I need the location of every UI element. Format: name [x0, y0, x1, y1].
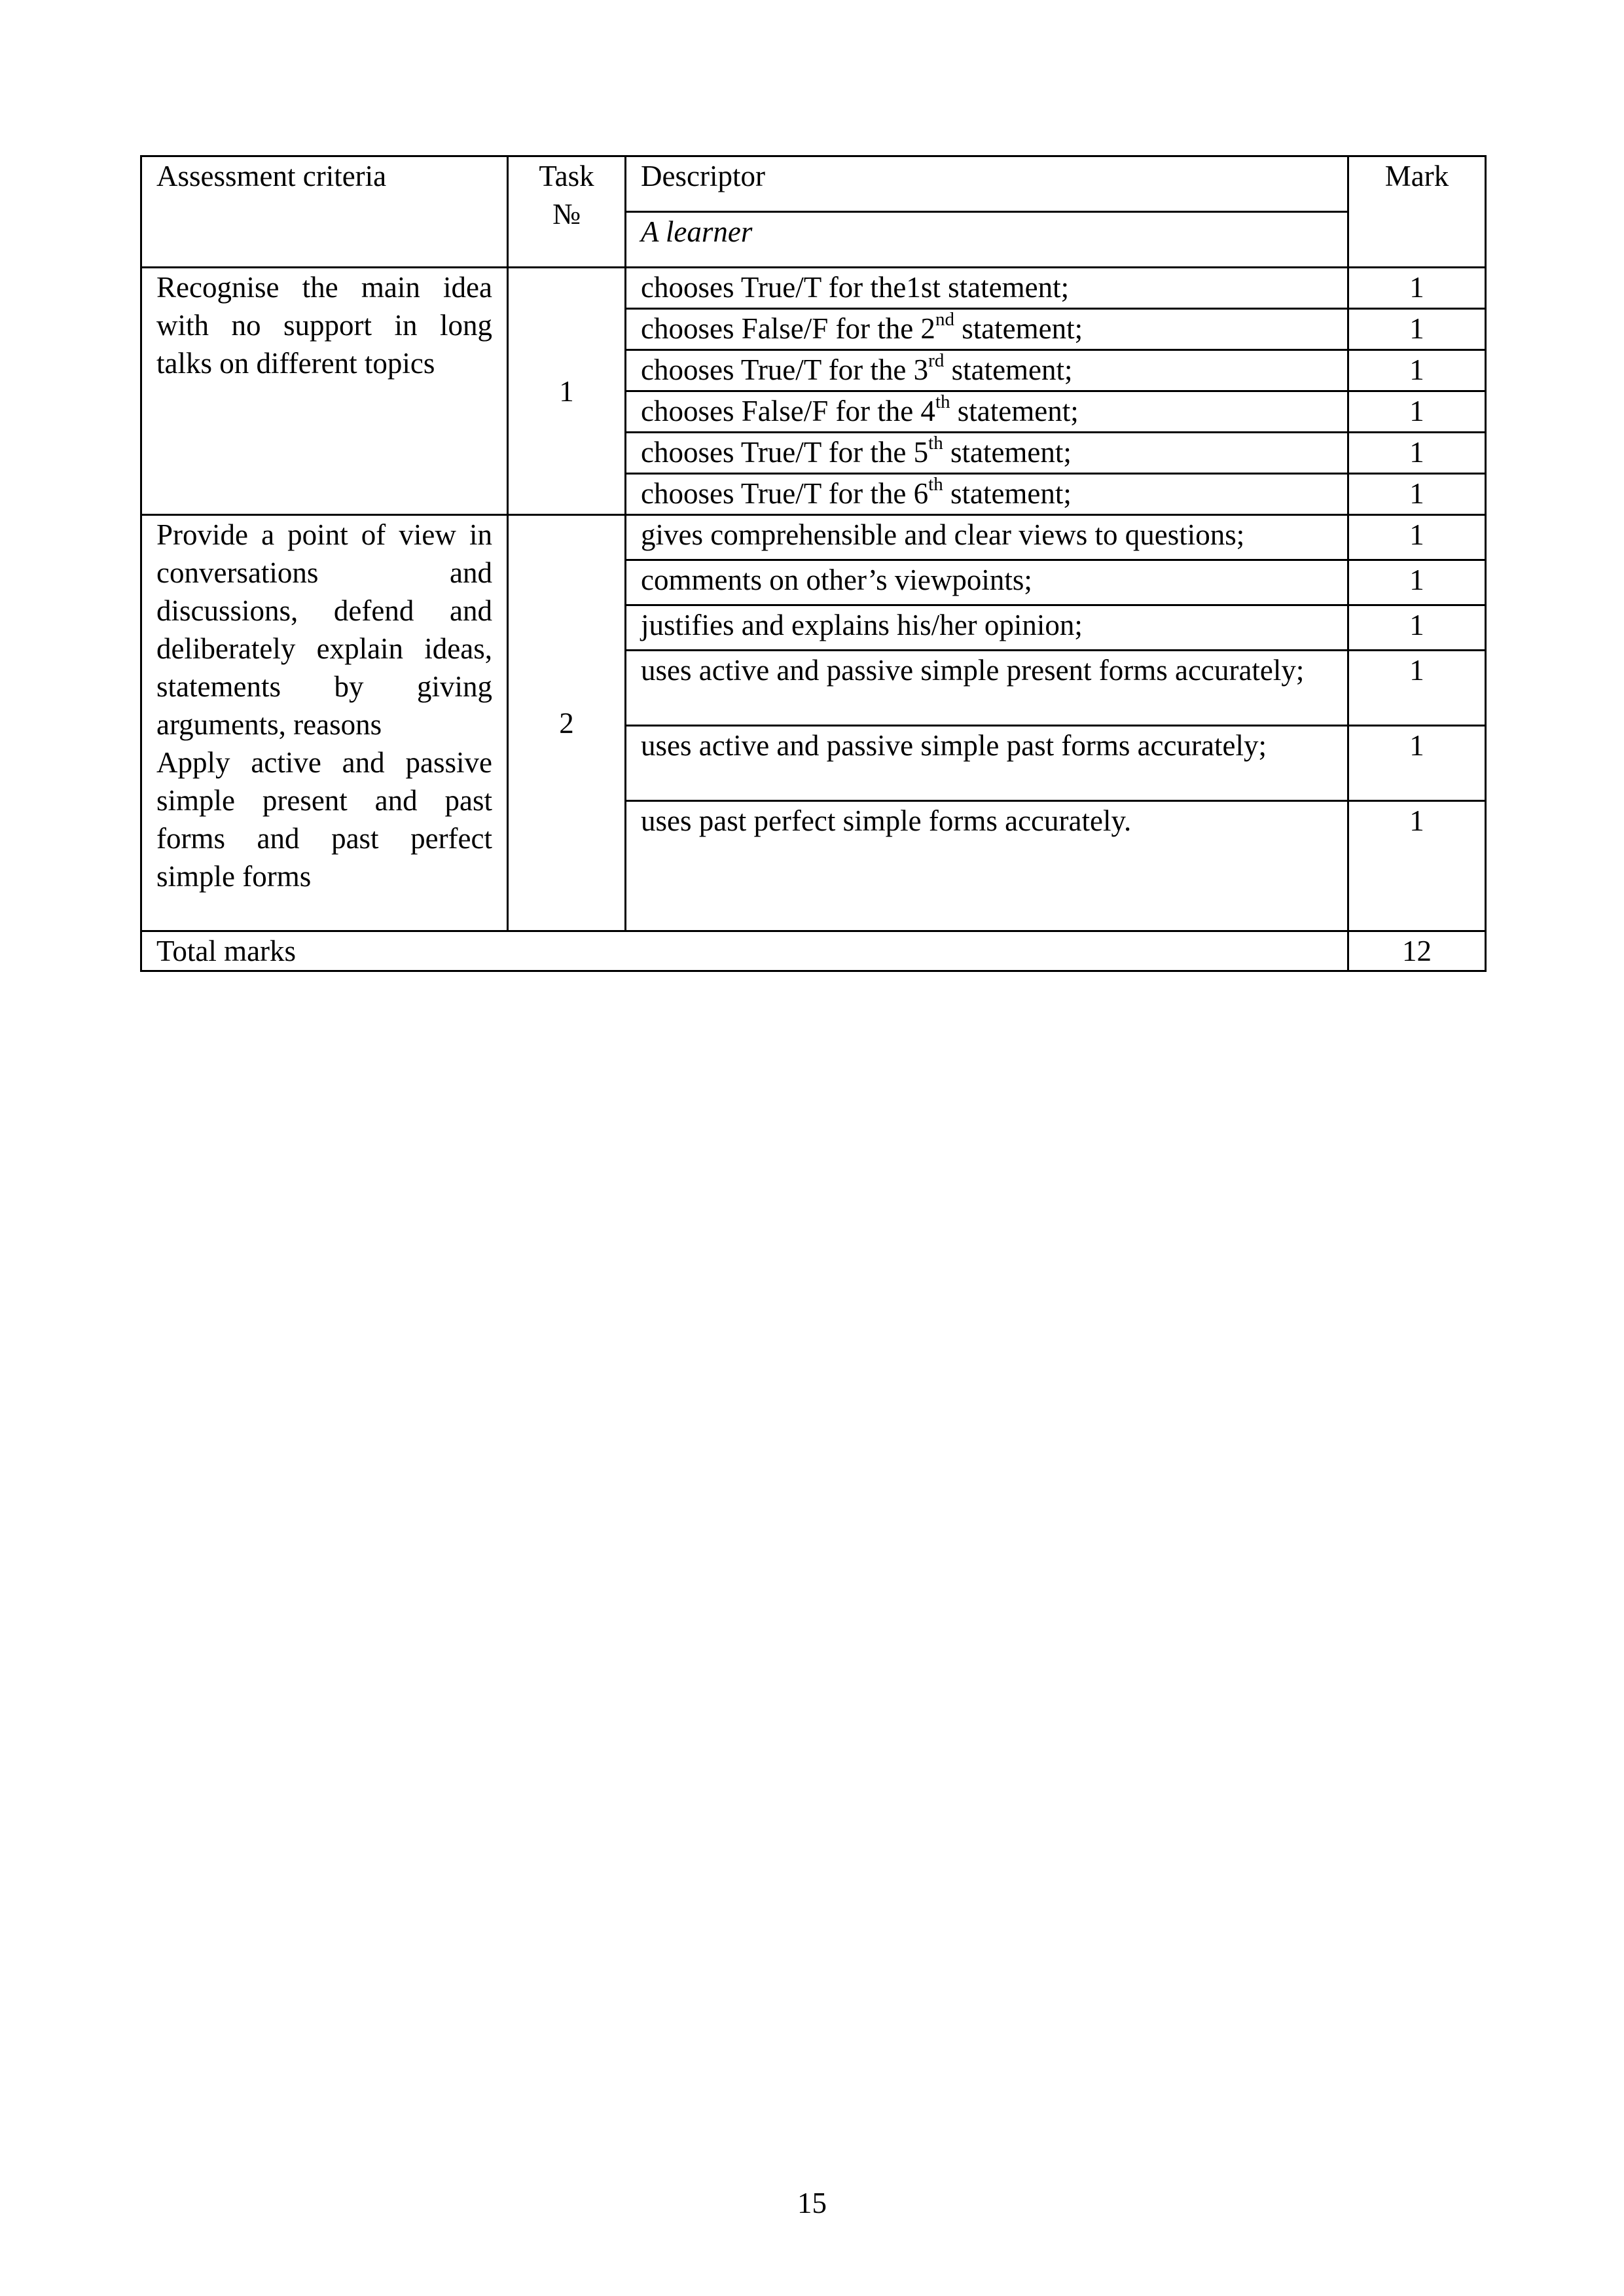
descriptor-cell: gives comprehensible and clear views to questions; [626, 515, 1348, 560]
ordinal-suffix: th [928, 474, 943, 495]
descriptor-text: chooses True/T for the1st statement; [641, 271, 1070, 304]
descriptor-cell [626, 350, 1348, 391]
descriptor-text: chooses False/F for the 4 [641, 395, 935, 427]
assessment-rubric-table [140, 155, 1487, 972]
descriptor-cell [626, 391, 1348, 433]
table-row [141, 515, 1486, 560]
descriptor-text: chooses True/T for the 5 [641, 436, 929, 469]
mark-cell: 1 [1348, 391, 1486, 433]
descriptor-text: chooses True/T for the 6 [641, 477, 929, 510]
descriptor-text: statement; [950, 395, 1079, 427]
total-marks-label: Total marks [141, 931, 1348, 971]
descriptor-text: statement; [943, 436, 1072, 469]
mark-cell: 1 [1348, 515, 1486, 560]
mark-cell: 1 [1348, 350, 1486, 391]
descriptor-cell: uses past perfect simple forms accurately. [626, 801, 1348, 931]
mark-cell: 1 [1348, 801, 1486, 931]
descriptor-cell: justifies and explains his/her opinion; [626, 605, 1348, 651]
mark-cell: 1 [1348, 605, 1486, 651]
total-row [141, 931, 1486, 971]
criteria-cell-task-1: Recognise the main idea with no support in long talks on different topics [141, 268, 508, 515]
header-descriptor: Descriptor [626, 156, 1348, 212]
descriptor-cell: comments on other’s viewpoints; [626, 560, 1348, 605]
ordinal-suffix: th [935, 391, 950, 412]
mark-cell: 1 [1348, 268, 1486, 309]
descriptor-cell [626, 268, 1348, 309]
total-marks-value: 12 [1348, 931, 1486, 971]
header-row [141, 156, 1486, 212]
header-mark: Mark [1348, 156, 1486, 268]
mark-cell: 1 [1348, 309, 1486, 350]
mark-cell: 1 [1348, 560, 1486, 605]
criteria-text-viewpoint: Provide a point of view in conversations and discussions, defend and deliberately explain ideas, statements by giving arguments, reasons [156, 518, 492, 741]
descriptor-cell [626, 309, 1348, 350]
ordinal-suffix: th [928, 433, 943, 454]
descriptor-text: chooses False/F for the 2 [641, 312, 935, 345]
mark-cell: 1 [1348, 474, 1486, 515]
descriptor-text: statement; [944, 353, 1073, 386]
ordinal-suffix: rd [928, 350, 945, 371]
header-assessment-criteria: Assessment criteria [141, 156, 508, 268]
descriptor-cell [626, 474, 1348, 515]
page-number: 15 [797, 2187, 827, 2219]
mark-cell: 1 [1348, 726, 1486, 801]
ordinal-suffix: nd [935, 309, 954, 330]
header-task-number [508, 156, 626, 268]
task-number-cell: 2 [508, 515, 626, 931]
descriptor-text: chooses True/T for the 3 [641, 353, 929, 386]
descriptor-cell: uses active and passive simple present forms accurately; [626, 651, 1348, 726]
mark-cell: 1 [1348, 651, 1486, 726]
mark-cell: 1 [1348, 433, 1486, 474]
criteria-cell-task-2 [141, 515, 508, 931]
task-number-cell: 1 [508, 268, 626, 515]
descriptor-subheader: A learner [626, 212, 1348, 268]
header-task-label: Task № [539, 160, 594, 230]
descriptor-text: statement; [954, 312, 1083, 345]
descriptor-cell [626, 433, 1348, 474]
table-row [141, 268, 1486, 309]
criteria-text-grammar: Apply active and passive simple present and past forms and past perfect simple forms [156, 746, 492, 893]
descriptor-text: statement; [943, 477, 1072, 510]
descriptor-cell: uses active and passive simple past forms accurately; [626, 726, 1348, 801]
